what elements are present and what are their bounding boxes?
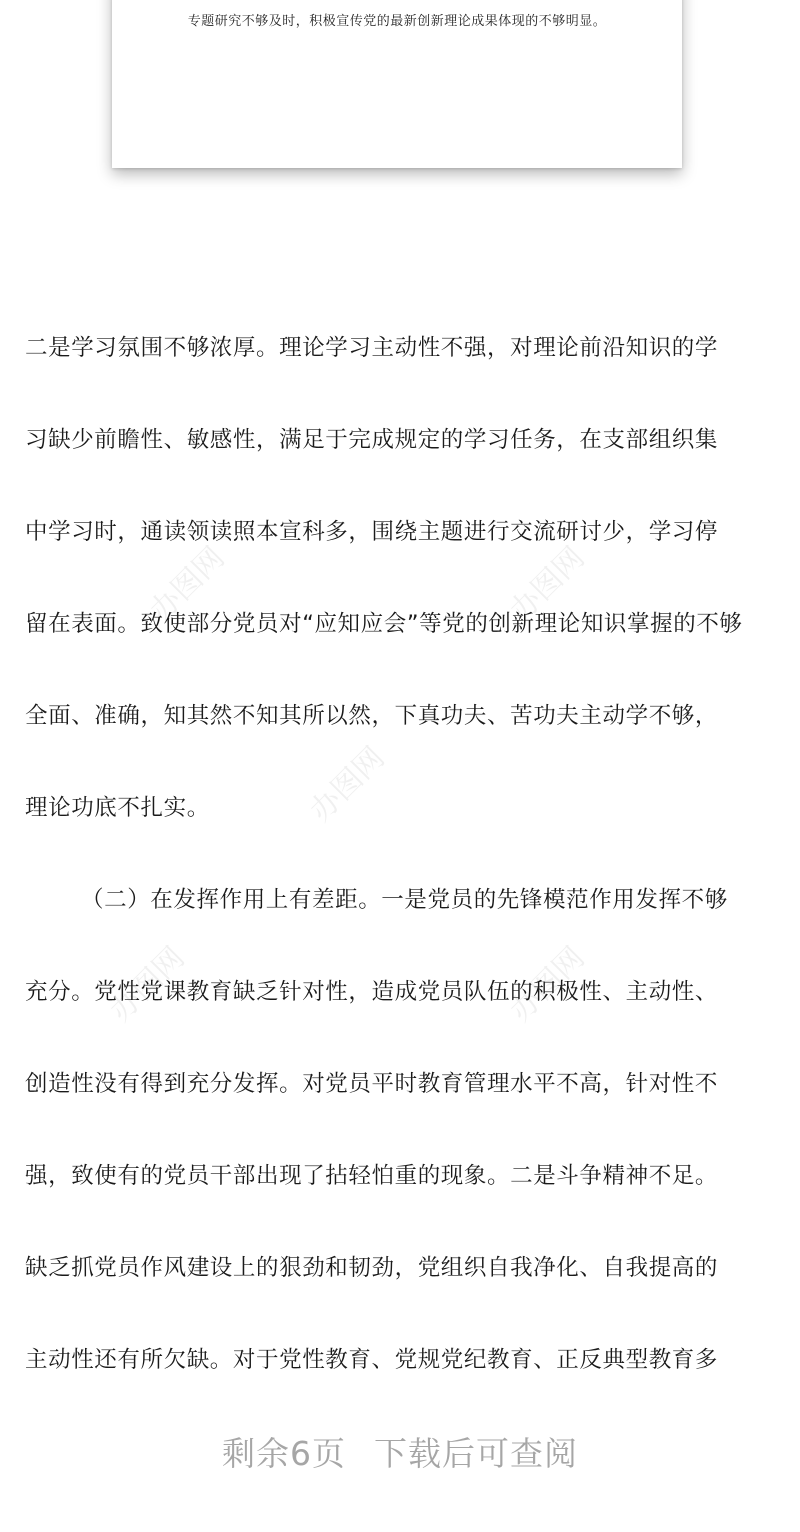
download-more-banner[interactable] bbox=[0, 1428, 800, 1475]
text-line: 强，致使有的党员干部出现了拈轻怕重的现象。二是斗争精神不足。 bbox=[25, 1163, 719, 1189]
text-line: 二是学习氛围不够浓厚。理论学习主动性不强，对理论前沿知识的学 bbox=[25, 335, 719, 361]
preview-page-card bbox=[112, 0, 682, 168]
text-line: 中学习时，通读领读照本宣科多，围绕主题进行交流研讨少，学习停 bbox=[25, 519, 719, 545]
text-line: 全面、准确，知其然不知其所以然，下真功夫、苦功夫主动学不够， bbox=[25, 703, 719, 729]
watermark: 办图网 bbox=[143, 540, 232, 629]
article-body bbox=[25, 320, 777, 1424]
preview-card-text: 专题研究不够及时，积极宣传党的最新创新理论成果体现的不够明显。 bbox=[187, 14, 607, 29]
text-line: 留在表面。致使部分党员对“应知应会”等党的创新理论知识掌握的不够 bbox=[25, 611, 743, 637]
remaining-pages-label: 剩余6页 bbox=[222, 1434, 346, 1473]
watermark: 办图网 bbox=[103, 940, 192, 1029]
section-heading-line: （二）在发挥作用上有差距。一是党员的先锋模范作用发挥不够 bbox=[81, 887, 728, 913]
watermark: 办图网 bbox=[503, 540, 592, 629]
text-line: 主动性还有所欠缺。对于党性教育、党规党纪教育、正反典型教育多 bbox=[25, 1347, 719, 1373]
text-line: 理论功底不扎实。 bbox=[25, 795, 210, 821]
watermark: 办图网 bbox=[503, 940, 592, 1029]
download-to-view-label: 下载后可查阅 bbox=[374, 1434, 578, 1473]
watermark: 办图网 bbox=[303, 740, 392, 829]
text-line: 充分。党性党课教育缺乏针对性，造成党员队伍的积极性、主动性、 bbox=[25, 979, 719, 1005]
text-line: 习缺少前瞻性、敏感性，满足于完成规定的学习任务，在支部组织集 bbox=[25, 427, 719, 453]
text-line: 缺乏抓党员作风建设上的狠劲和韧劲，党组织自我净化、自我提高的 bbox=[25, 1255, 719, 1281]
text-line: 创造性没有得到充分发挥。对党员平时教育管理水平不高，针对性不 bbox=[25, 1071, 719, 1097]
